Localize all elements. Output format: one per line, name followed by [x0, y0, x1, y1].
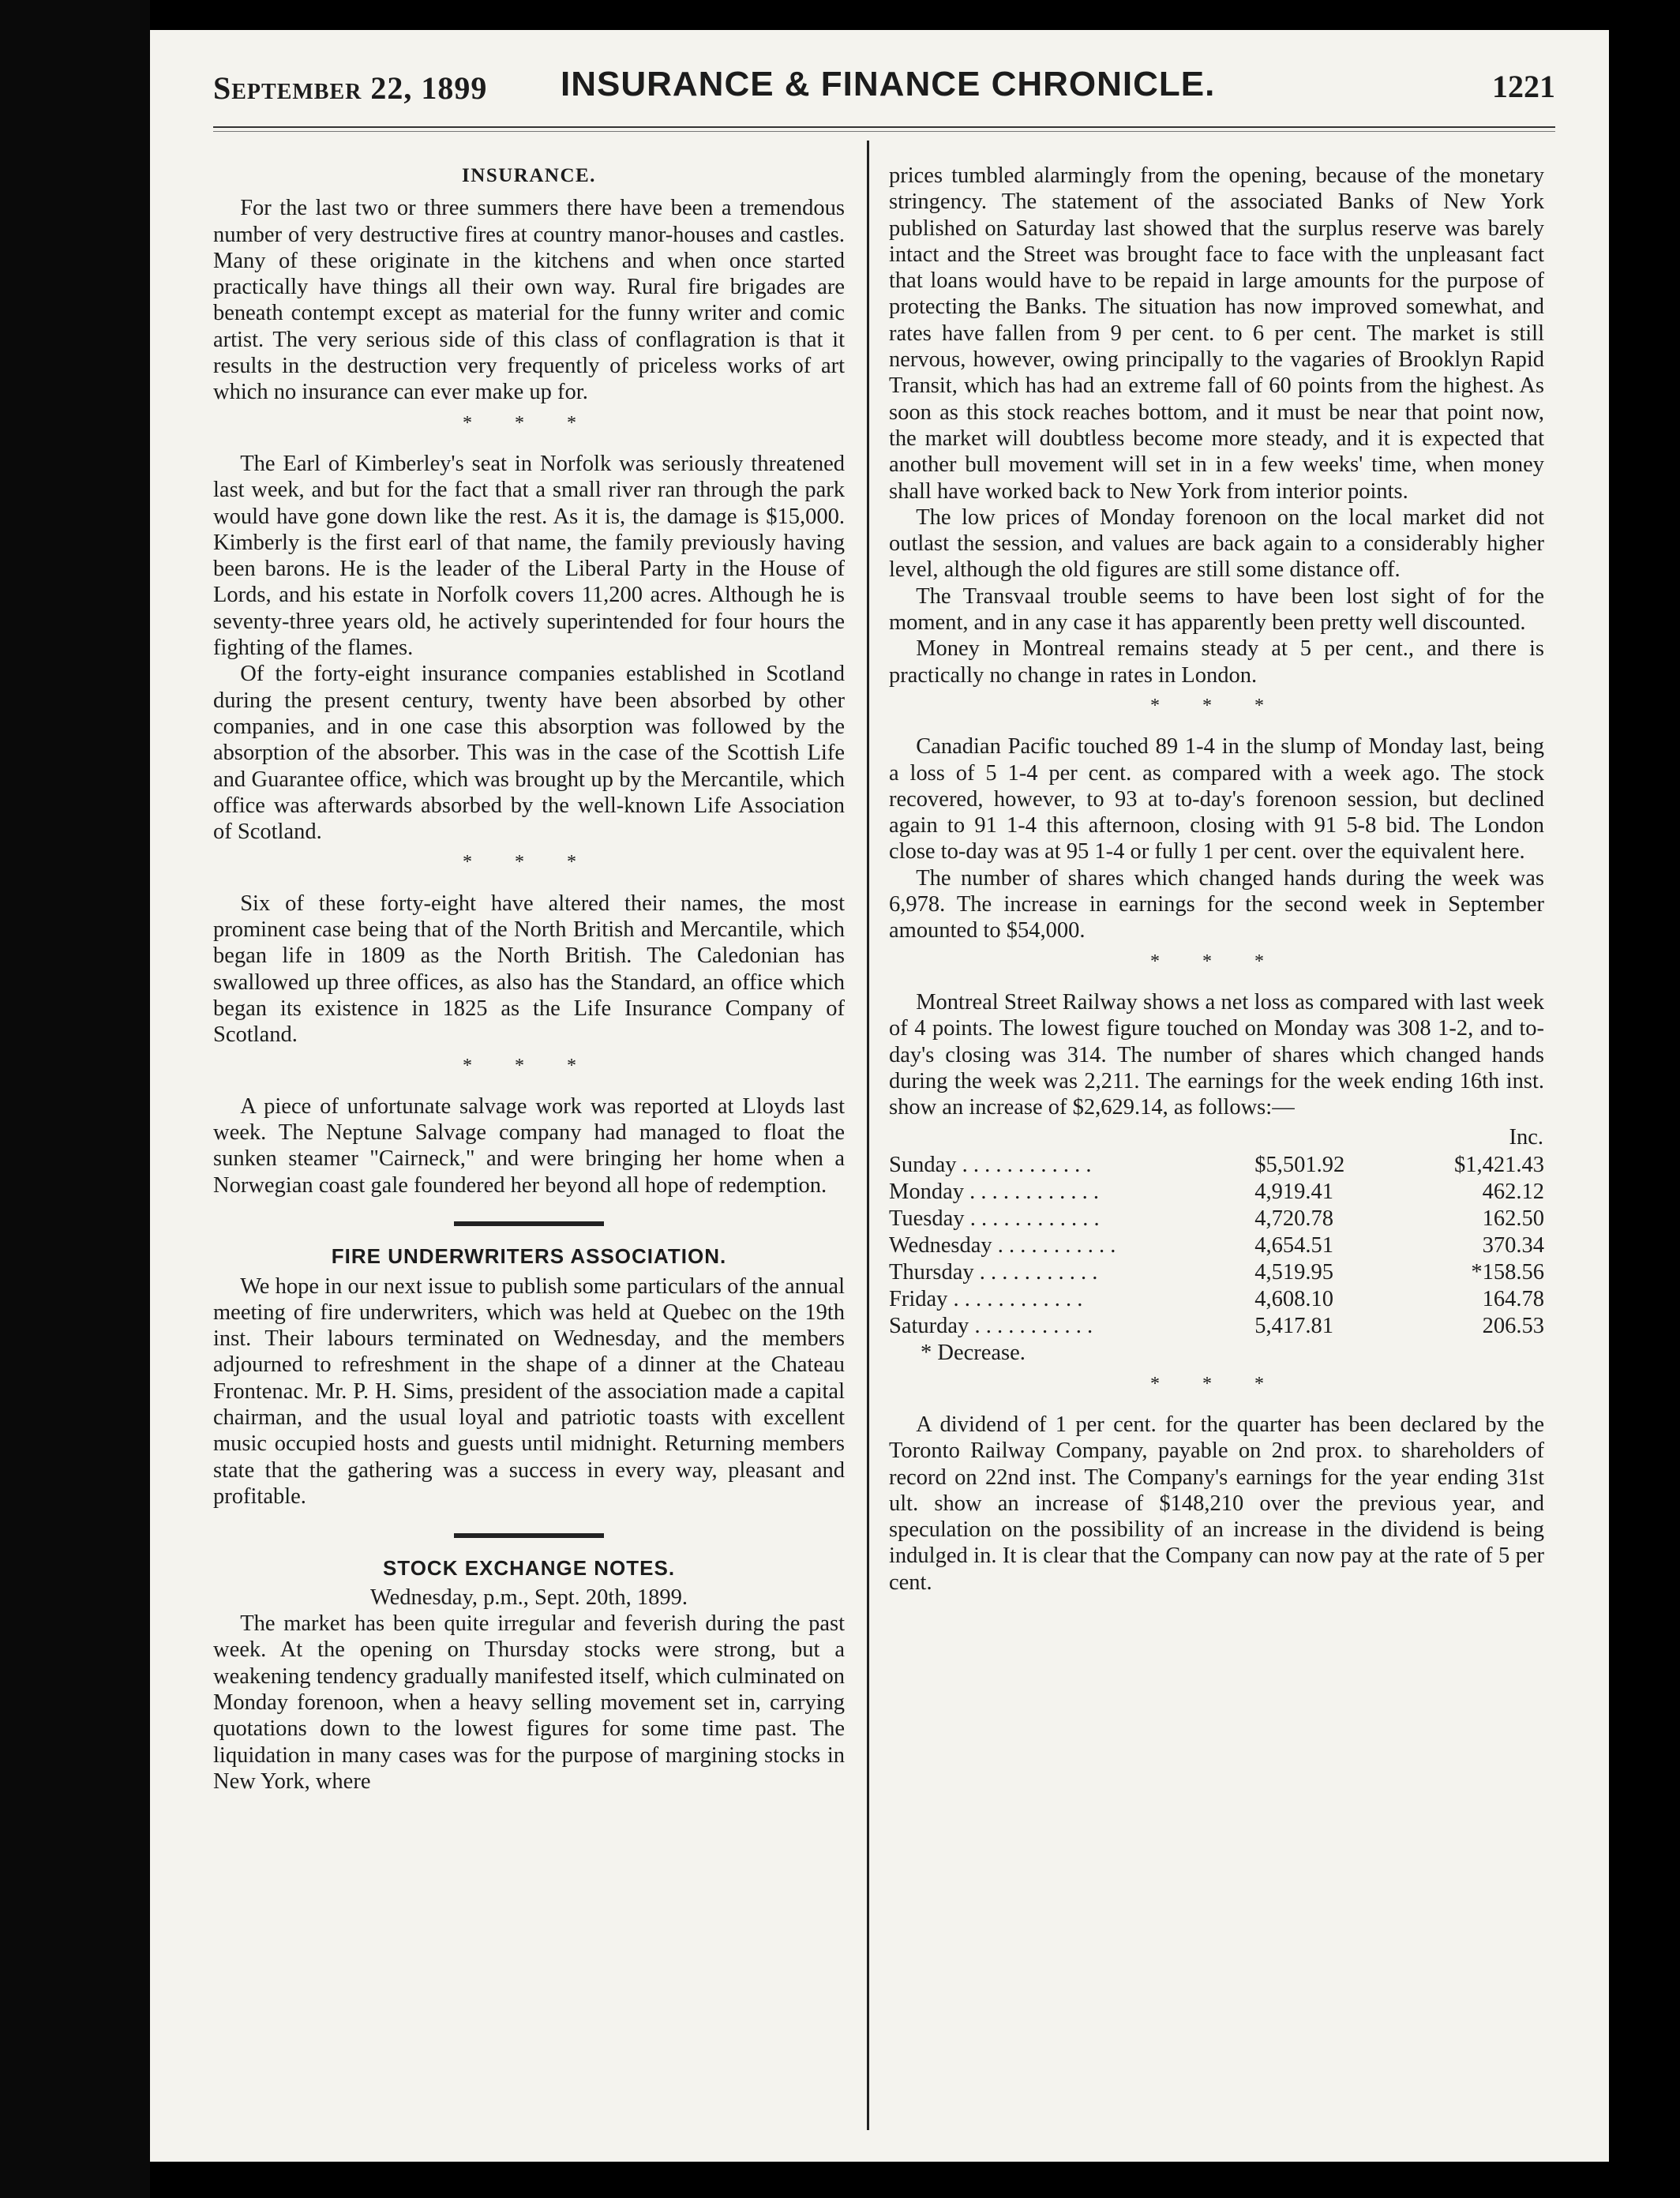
paragraph: Of the forty-eight insurance companies established in Scotland during the present century, twenty have been absorbed by other companies, and in one case this absorption was followed by the absorption of the absorber. This was in the case of the Scottish Life and Guarantee office, which was brought up by the Mercantile, which office was afterwards absorbed by the well-known Life Association of Scotland. — [213, 662, 845, 845]
page-header — [213, 65, 1555, 120]
increase-cell: 206.53 — [1482, 1314, 1544, 1339]
right-column — [889, 163, 1544, 1596]
table-row: Tuesday . . . . . . . . . . . . 4,720.78 162.50 — [889, 1206, 1544, 1232]
day-label: Sunday — [889, 1153, 957, 1178]
newspaper-page — [150, 30, 1609, 2162]
paragraph: prices tumbled alarmingly from the opening, because of the monetary stringency. The statement of the associated Banks of New York published on Saturday last showed that the surplus reserve was barely intact and the Street was brought face to face with the unpleasant fact that loans would have to be repaid in large amounts for the purpose of protecting the Banks. The situation has now improved somewhat, and rates have fallen from 9 per cent. to 6 per cent. The market is still nervous, however, owing principally to the vagaries of Brooklyn Rapid Transit, which has had an extreme fall of 60 points from the highest. As soon as this stock reaches bottom, and it must be near that point now, the market will doubtless become more steady, and it is expected that another bull movement will set in in a few weeks' time, when money shall have worked back to New York from interior points. — [889, 163, 1544, 504]
increase-cell: 370.34 — [1482, 1233, 1544, 1258]
amount-cell: 4,919.41 — [1254, 1180, 1334, 1205]
paragraph: Money in Montreal remains steady at 5 per cent., and there is practically no change in rates in London. — [889, 636, 1544, 688]
day-label: Monday — [889, 1180, 964, 1205]
ornament-divider — [213, 1210, 845, 1236]
stock-exchange-heading: STOCK EXCHANGE NOTES. — [382, 1555, 676, 1580]
amount-cell: 4,519.95 — [1254, 1260, 1334, 1285]
earnings-table — [889, 1123, 1544, 1340]
ornament-divider — [213, 1521, 845, 1547]
paragraph: The low prices of Monday forenoon on the local market did not outlast the session, and values are back again to a considerably higher level, although the old figures are still some distance off. — [889, 504, 1544, 583]
section-stars: * * * — [463, 1055, 595, 1076]
table-footnote: * Decrease. — [921, 1341, 1026, 1366]
amount-cell: 4,720.78 — [1254, 1206, 1334, 1232]
paragraph: Canadian Pacific touched 89 1-4 in the slump of Monday last, being a loss of 5 1-4 per cent. as compared with a week ago. The stock recovered, however, to 93 at to-day's forenoon session, but declined again to 91 1-4 this afternoon, closing with 91 5-8 bid. The London close to-day was at 95 1-4 or fully 1 per cent. over the equivalent here. — [889, 734, 1544, 865]
day-label: Wednesday — [889, 1233, 992, 1258]
amount-cell: 4,654.51 — [1254, 1233, 1334, 1258]
paragraph: A dividend of 1 per cent. for the quarter has been declared by the Toronto Railway Company, payable on 2nd prox. to shareholders of record on 22nd inst. The Company's earnings for the year ending 31st ult. show an increase of $148,210 over the previous year, and speculation on the possibility of an increase in the dividend is being indulged in. It is clear that the Company can now pay at the rate of 5 per cent. — [889, 1412, 1544, 1595]
increase-cell: *158.56 — [1471, 1260, 1544, 1285]
table-row: Saturday . . . . . . . . . . . 5,417.81 206.53 — [889, 1314, 1544, 1339]
section-stars: * * * — [1150, 695, 1283, 716]
table-row: Wednesday . . . . . . . . . . . 4,654.51 370.34 — [889, 1233, 1544, 1258]
paragraph: A piece of unfortunate salvage work was reported at Lloyds last week. The Neptune Salvage company had managed to float the sunken steamer "Cairneck," and were bringing her home when a Norwegian coast gale foundered her beyond all hope of redemption. — [213, 1093, 845, 1198]
paragraph: Six of these forty-eight have altered their names, the most prominent case being that of the North British and Mercantile, which began life in 1809 as the North British. The Caledonian has swallowed up three offices, as also has the Standard, an office which began its existence in 1825 as the Life Insurance Company of Scotland. — [213, 891, 845, 1048]
paragraph: We hope in our next issue to publish some particulars of the annual meeting of fire underwriters, which was held at Quebec on the 19th inst. Their labours terminated on Wednesday, and the members adjourned to refreshment in the shape of a dinner at the Chateau Frontenac. Mr. P. H. Sims, president of the association made a capital chairman, and the usual loyal and patriotic toasts with excellent music occupied hosts and guests until midnight. Returning members state that the gathering was a success in every way, pleasant and profitable. — [213, 1273, 845, 1509]
paragraph: The number of shares which changed hands during the week was 6,978. The increase in earnings for the second week in September amounted to $54,000. — [889, 865, 1544, 943]
day-label: Friday — [889, 1287, 948, 1312]
amount-cell: 4,608.10 — [1254, 1287, 1334, 1312]
column-divider — [867, 141, 869, 2130]
issue-date: September 22, 1899 — [213, 70, 488, 106]
day-label: Tuesday — [889, 1206, 965, 1232]
day-label: Thursday — [889, 1260, 974, 1285]
section-stars: * * * — [1150, 1373, 1283, 1394]
header-rule — [213, 126, 1555, 132]
scan-border — [0, 0, 150, 2198]
table-row: Sunday . . . . . . . . . . . . $5,501.92 $1,421.43 — [889, 1153, 1544, 1178]
inc-header: Inc. — [1509, 1125, 1543, 1150]
section-stars: * * * — [463, 852, 595, 873]
increase-cell: $1,421.43 — [1454, 1153, 1544, 1178]
table-row: Monday . . . . . . . . . . . . 4,919.41 462.12 — [889, 1180, 1544, 1205]
amount-cell: $5,501.92 — [1254, 1153, 1345, 1178]
increase-cell: 462.12 — [1482, 1180, 1544, 1205]
paragraph: The Transvaal trouble seems to have been lost sight of for the moment, and in any case it has apparently been pretty well discounted. — [889, 583, 1544, 636]
increase-cell: 162.50 — [1482, 1206, 1544, 1232]
amount-cell: 5,417.81 — [1254, 1314, 1334, 1339]
table-row: Friday . . . . . . . . . . . . 4,608.10 164.78 — [889, 1287, 1544, 1312]
insurance-heading: INSURANCE. — [462, 165, 596, 186]
increase-cell: 164.78 — [1482, 1287, 1544, 1312]
paragraph: The market has been quite irregular and feverish during the past week. At the opening on Thursday stocks were strong, but a weakening tendency gradually manifested itself, which culminated on Monday forenoon, when a heavy selling movement set in, carrying quotations down to the lowest figures for some time past. The liquidation in many cases was for the purpose of margining stocks in New York, where — [213, 1611, 845, 1794]
paragraph: For the last two or three summers there have been a tremendous number of very destructive fires at country manor-houses and castles. Many of these originate in the kitchens and when once started practically have things all their own way. Rural fire brigades are beneath contempt except as material for the funny writer and comic artist. The very serious side of this class of conflagration is that it results in the destruction very frequently of priceless works of art which no insurance can ever make up for. — [213, 196, 845, 405]
table-row: Thursday . . . . . . . . . . . 4,519.95 *158.56 — [889, 1260, 1544, 1285]
publication-title: INSURANCE & FINANCE CHRONICLE. — [561, 65, 1216, 103]
dateline: Wednesday, p.m., Sept. 20th, 1899. — [370, 1585, 688, 1610]
fire-underwriters-heading: FIRE UNDERWRITERS ASSOCIATION. — [331, 1244, 727, 1269]
day-label: Saturday — [889, 1314, 969, 1339]
page-number: 1221 — [1492, 69, 1555, 104]
paragraph: Montreal Street Railway shows a net loss as compared with last week of 4 points. The lowest figure touched on Monday was 308 1-2, and to-day's closing was 314. The number of shares which changed hands during the week was 2,211. The earnings for the week ending 16th inst. show an increase of $2,629.14, as follows:— — [889, 989, 1544, 1120]
section-stars: * * * — [1150, 951, 1283, 972]
section-stars: * * * — [463, 412, 595, 433]
paragraph: The Earl of Kimberley's seat in Norfolk was seriously threatened last week, and but for the fact that a small river ran through the park would have gone down like the rest. As it is, the damage is $15,000. Kimberly is the first earl of that name, the family previously having been barons. He is the leader of the Liberal Party in the House of Lords, and his estate in Norfolk covers 11,200 acres. Although he is seventy-three years old, he actively superintended for four hours the fighting of the flames. — [213, 451, 845, 661]
left-column — [213, 163, 845, 1795]
